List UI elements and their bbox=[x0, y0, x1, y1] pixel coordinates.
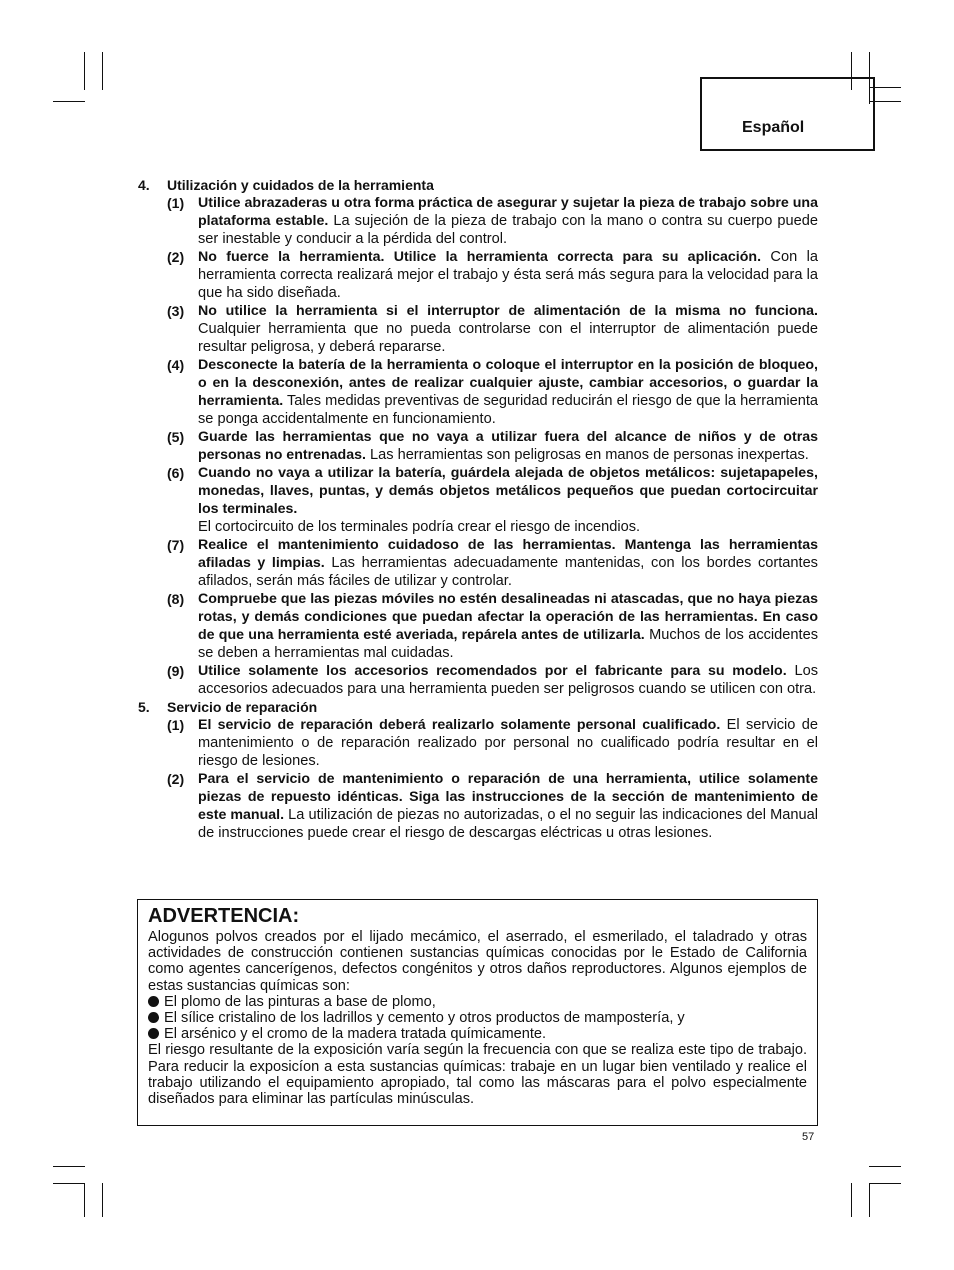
item-number: (2) bbox=[167, 771, 185, 787]
item-text: Tales medidas preventivas de seguridad reducirán el riesgo de que la herramienta se ponga accidentalmente en funcionamiento. bbox=[198, 393, 818, 427]
list-item bbox=[138, 716, 818, 770]
section-5-list bbox=[138, 716, 818, 842]
list-item bbox=[138, 194, 818, 248]
section-number: 5. bbox=[138, 699, 150, 715]
bullet-icon bbox=[148, 1012, 159, 1023]
item-emphasis: Cuando no vaya a utilizar la batería, guárdela alejada de objetos metálicos: sujetapapeles, monedas, llaves, puntas, y demás objetos metálicos pequeños que puedan cortocircuitar los terminales. bbox=[198, 465, 818, 517]
item-emphasis: El servicio de reparación deberá realizarlo solamente personal cualificado. bbox=[198, 717, 721, 733]
list-item bbox=[148, 1010, 807, 1026]
item-text: Muchos de los accidentes se deben a herramientas mal cuidadas. bbox=[198, 627, 818, 661]
item-emphasis: Utilice solamente los accesorios recomendados por el fabricante para su modelo. bbox=[198, 663, 787, 679]
item-emphasis: No fuerce la herramienta. Utilice la herramienta correcta para su aplicación. bbox=[198, 249, 762, 265]
list-item bbox=[138, 464, 818, 536]
section-title: Servicio de reparación bbox=[167, 699, 318, 715]
item-number: (2) bbox=[167, 249, 185, 265]
item-number: (1) bbox=[167, 195, 185, 211]
item-text: Con la herramienta correcta realizará mejor el trabajo y ésta será más segura para la velocidad para la que ha sido diseñada. bbox=[198, 249, 818, 301]
warning-intro: Alogunos polvos creados por el lijado mecámico, el aserrado, el esmerilado, el taladrado y otras actividades de construcción contienen sustancias químicas conocidas por le Estado de California como agentes cancerígenos, defectos congénitos y otros daños reproductores. Algunos ejemplos de estas sustancias químicas son: bbox=[148, 929, 807, 994]
list-item bbox=[138, 662, 818, 698]
item-text: Los accesorios adecuados para una herramienta pueden ser peligrosos cuando se utilicen con otra. bbox=[198, 663, 818, 697]
list-item bbox=[138, 590, 818, 662]
list-item bbox=[148, 1026, 807, 1042]
bullet-text: El sílice cristalino de los ladrillos y cemento y otros productos de mampostería, y bbox=[164, 1010, 685, 1027]
item-number: (9) bbox=[167, 663, 185, 679]
section-4-list bbox=[138, 194, 818, 698]
bullet-text: El arsénico y el cromo de la madera tratada químicamente. bbox=[164, 1026, 547, 1043]
section-5-heading bbox=[138, 698, 818, 716]
item-number: (6) bbox=[167, 465, 185, 481]
list-item bbox=[138, 356, 818, 428]
item-text: Las herramientas adecuadamente mantenidas, con los bordes cortantes afilados, serán más fáciles de utilizar y controlar. bbox=[198, 555, 818, 589]
bullet-icon bbox=[148, 1028, 159, 1039]
main-content bbox=[138, 176, 818, 842]
language-tab bbox=[700, 77, 875, 151]
section-4-heading bbox=[138, 176, 818, 194]
section-number: 4. bbox=[138, 177, 150, 193]
item-emphasis: No utilice la herramienta si el interruptor de alimentación de la misma no funciona. bbox=[198, 303, 818, 319]
item-text: La utilización de piezas no autorizadas, o el no seguir las indicaciones del Manual de instrucciones puede crear el riesgo de descargas eléctricas u otras lesiones. bbox=[198, 807, 819, 841]
list-item bbox=[138, 302, 818, 356]
item-emphasis: Guarde las herramientas que no vaya a utilizar fuera del alcance de niños y de otras personas no entrenadas. bbox=[198, 429, 818, 463]
list-item bbox=[138, 428, 818, 464]
item-text: Cualquier herramienta que no pueda controlarse con el interruptor de alimentación puede resultar peligrosa, y deberá repararse. bbox=[198, 321, 818, 355]
item-number: (5) bbox=[167, 429, 185, 445]
item-emphasis: Para el servicio de mantenimiento o reparación de una herramienta, utilice solamente piezas de repuesto idénticas. Siga las instrucciones de la sección de mantenimiento de este manual. bbox=[198, 771, 818, 823]
item-emphasis: Utilice abrazaderas u otra forma práctica de asegurar y sujetar la pieza de trabajo sobre una plataforma estable. bbox=[198, 195, 818, 229]
language-label: Español bbox=[742, 119, 805, 136]
bullet-text: El plomo de las pinturas a base de plomo, bbox=[164, 993, 436, 1010]
item-number: (4) bbox=[167, 357, 185, 373]
item-number: (1) bbox=[167, 717, 185, 733]
item-text: Las herramientas son peligrosas en manos de personas inexpertas. bbox=[365, 447, 809, 463]
bullet-icon bbox=[148, 996, 159, 1007]
item-number: (3) bbox=[167, 303, 185, 319]
section-title: Utilización y cuidados de la herramienta bbox=[167, 177, 434, 193]
list-item bbox=[138, 248, 818, 302]
item-number: (8) bbox=[167, 591, 185, 607]
warning-closing: El riesgo resultante de la exposición varía según la frecuencia con que se realiza este tipo de trabajo. Para reducir la exposicíon a esta sustancias químicas: trabaje en un lugar bien ventilado y realice el trabajo utilizando el equipamiento apropiado, tal como las máscaras para el polvo especialmente diseñados para eliminar las partículas minúsculas. bbox=[148, 1042, 807, 1108]
list-item bbox=[138, 770, 818, 842]
item-emphasis: Compruebe que las piezas móviles no estén desalineadas ni atascadas, que no haya piezas rotas, y demás condiciones que puedan afectar la operación de las herramientas. En caso de que una herramienta esté averiada, repárela antes de utilizarla. bbox=[198, 591, 818, 643]
warning-box bbox=[137, 899, 818, 1126]
item-text: El servicio de mantenimiento o de reparación realizado por personal no cualificado podría resultar en el riesgo de lesiones. bbox=[198, 717, 819, 769]
list-item bbox=[138, 536, 818, 590]
warning-title: ADVERTENCIA: bbox=[148, 905, 300, 927]
item-text: El cortocircuito de los terminales podría crear el riesgo de incendios. bbox=[198, 519, 641, 535]
page-number: 57 bbox=[802, 1131, 815, 1143]
list-item bbox=[148, 994, 807, 1010]
item-text: La sujeción de la pieza de trabajo con la mano o contra su cuerpo puede ser inestable y conducir a la pérdida del control. bbox=[198, 213, 818, 247]
item-number: (7) bbox=[167, 537, 185, 553]
item-emphasis: Realice el mantenimiento cuidadoso de las herramientas. Mantenga las herramientas afiladas y limpias. bbox=[198, 537, 818, 571]
item-emphasis: Desconecte la batería de la herramienta o coloque el interruptor en la posición de bloqueo, o en la desconexión, antes de realizar cualquier ajuste, cambiar accesorios, o guardar la herramienta. bbox=[198, 357, 818, 409]
